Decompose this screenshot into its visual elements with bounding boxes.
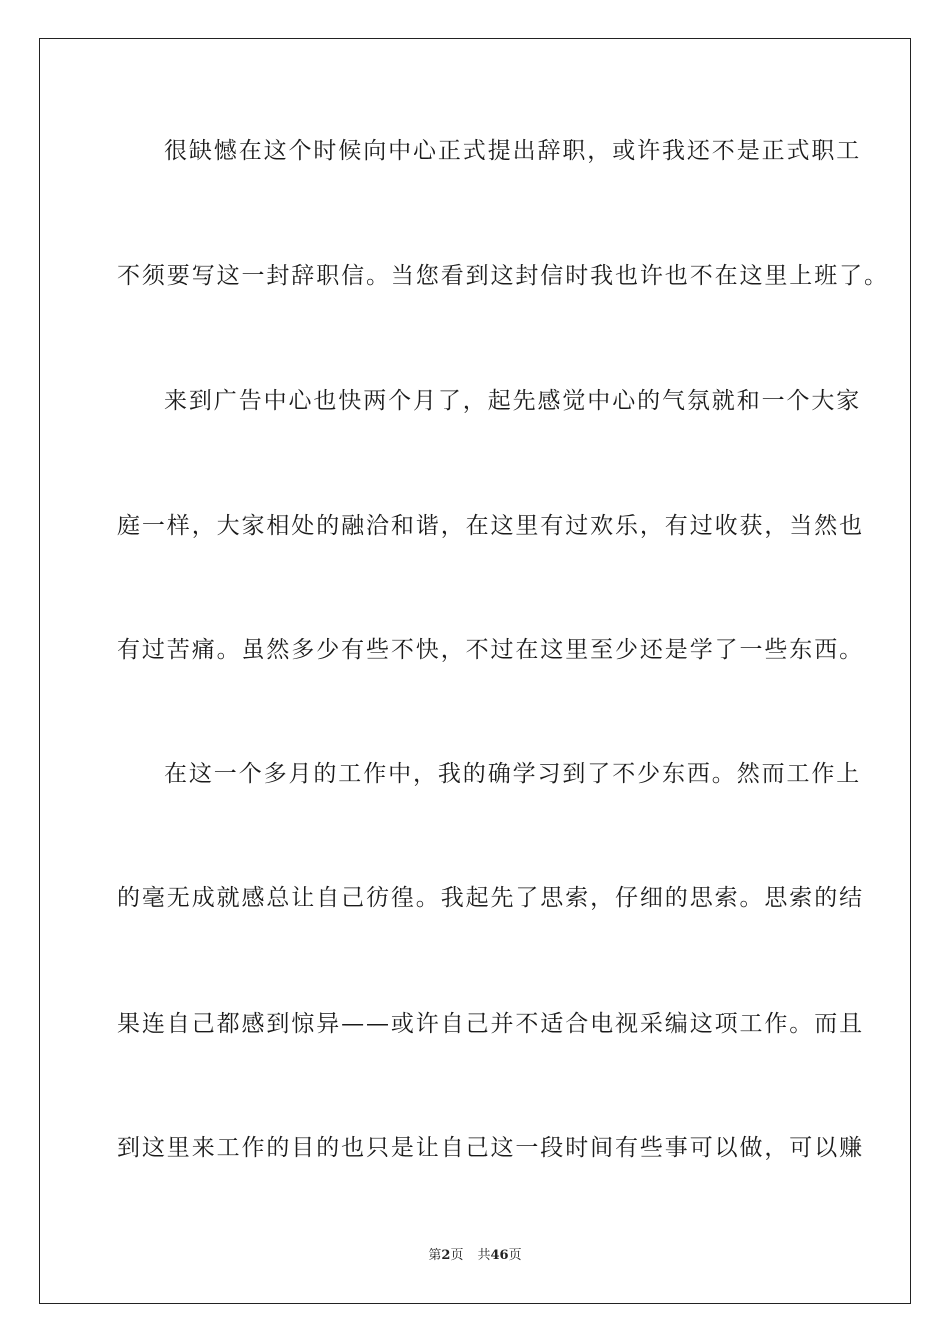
paragraph-3-line-3: 果连自己都感到惊异——或许自己并不适合电视采编这项工作。而且 bbox=[117, 1011, 864, 1037]
paragraph-1-line-2: 不须要写这一封辞职信。当您看到这封信时我也许也不在这里上班了。 bbox=[117, 263, 889, 289]
total-pages-label: 共46页 bbox=[477, 1248, 522, 1263]
page-footer bbox=[0, 1248, 950, 1264]
paragraph-2-line-2: 庭一样，大家相处的融洽和谐，在这里有过欢乐，有过收获，当然也 bbox=[117, 513, 864, 539]
paragraph-3-line-4: 到这里来工作的目的也只是让自己这一段时间有些事可以做，可以赚 bbox=[117, 1135, 864, 1161]
page-number-label: 第2页 bbox=[428, 1248, 464, 1263]
page-border bbox=[39, 38, 911, 1304]
paragraph-2-line-1: 来到广告中心也快两个月了，起先感觉中心的气氛就和一个大家 bbox=[164, 388, 862, 414]
paragraph-3-line-1: 在这一个多月的工作中，我的确学习到了不少东西。然而工作上 bbox=[164, 761, 862, 787]
paragraph-2-line-3: 有过苦痛。虽然多少有些不快，不过在这里至少还是学了一些东西。 bbox=[117, 637, 864, 663]
paragraph-1-line-1: 很缺憾在这个时候向中心正式提出辞职，或许我还不是正式职工 bbox=[164, 138, 862, 164]
paragraph-3-line-2: 的毫无成就感总让自己彷徨。我起先了思索，仔细的思索。思索的结 bbox=[117, 885, 864, 911]
